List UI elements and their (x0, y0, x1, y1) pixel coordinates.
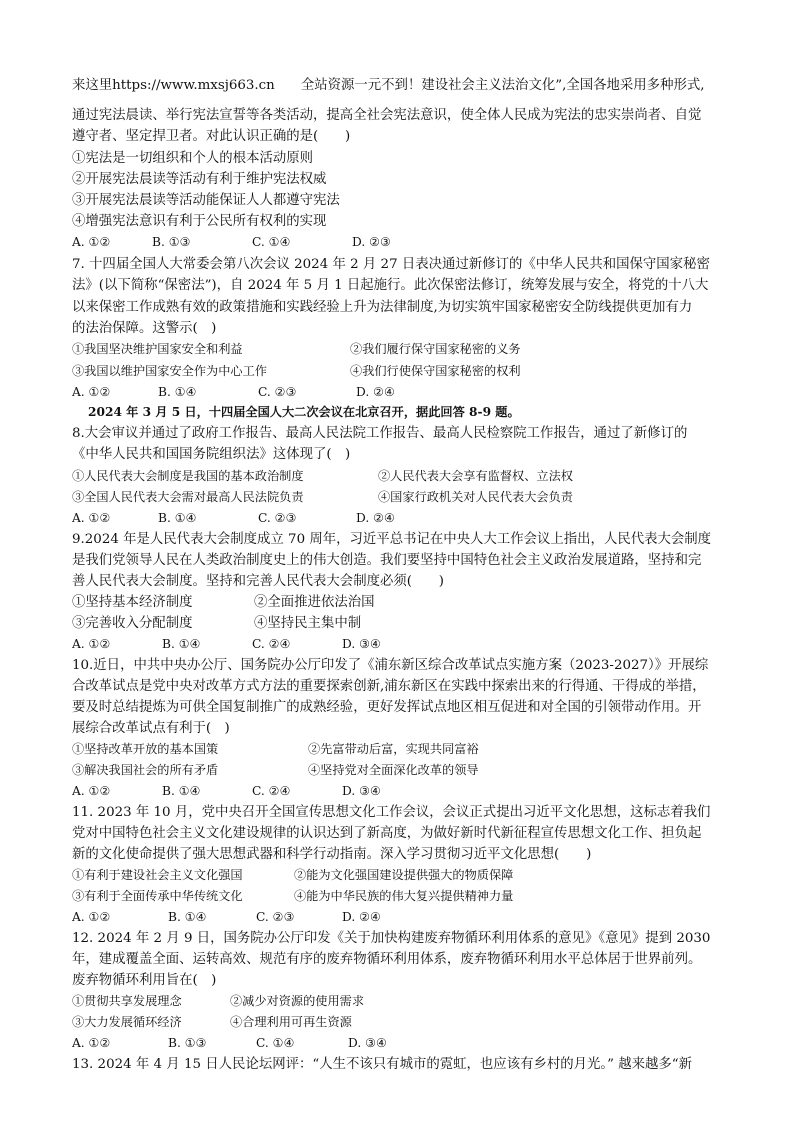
q7-stem-line: 的法治保障。这警示( ) (72, 321, 217, 336)
q8-option: ③全国人民代表大会需对最高人民法院负责 (72, 490, 304, 504)
q7-choice-b: B. ①④ (158, 385, 197, 399)
q9-options-row (72, 613, 732, 634)
q6-option: ②开展宪法晨读等活动有利于维护宪法权威 (72, 172, 327, 187)
section-intro: 2024 年 3 月 5 日，十四届全国人大二次会议在北京召开，据此回答 8-9 题。 (88, 405, 520, 419)
q9-choices (72, 634, 732, 655)
q10-stem-line: 要及时总结提炼为可供全国复制推广的成熟经验，更好发挥试点地区相互促进和对全国的引领带动作用。开 (72, 700, 702, 715)
q7-option: ④我们行使保守国家秘密的权利 (350, 364, 521, 378)
q10-stem-line: 合改革试点是党中央对改革方式方法的重要探索创新,浦东新区在实践中探索出来的行得通、干得成的举措， (72, 679, 706, 694)
q8-stem-line: 8.大会审议并通过了政府工作报告、最高人民法院工作报告、最高人民检察院工作报告，通过了新修订的 (72, 426, 688, 441)
q8-choice-d: D. ②④ (356, 511, 395, 525)
q10-stem-line: 10.近日，中共中央办公厅、国务院办公厅印发了《浦东新区综合改革试点实施方案（2023-2027）》开展综 (72, 658, 709, 673)
q10-stem-line: 展综合改革试点有利于( ) (72, 721, 230, 736)
q9-stem-line: 是我们党领导人民在人类政治制度史上的伟大创造。我们要坚持中国特色社会主义政治发展道路，坚持和完 (72, 553, 702, 568)
q11-stem-line: 党对中国特色社会主义文化建设规律的认识达到了新高度，为做好新时代新征程宣传思想文化工作、担负起 (72, 826, 702, 841)
q6-option: ①宪法是一切组织和个人的根本活动原则 (72, 151, 314, 166)
q12-choice-d: D. ③④ (348, 1036, 387, 1050)
q9-option: ①坚持基本经济制度 (72, 595, 193, 610)
q12-stem-line: 12. 2024 年 2 月 9 日，国务院办公厅印发《关于加快构建废弃物循环利用体系的意见》《意见》提到 2030 (72, 931, 711, 946)
q6-option: ③开展宪法晨读等活动能保证人人都遵守宪法 (72, 193, 340, 208)
q11-choice-a: A. ①② (72, 910, 111, 924)
q9-stem-line: 善人民代表大会制度。坚持和完善人民代表大会制度必须( ) (72, 574, 444, 589)
header-line (72, 75, 732, 96)
q11-stem-line: 11. 2023 年 10 月，党中央召开全国宣传思想文化工作会议，会议正式提出习近平文化思想，这标志着我们 (72, 805, 711, 820)
q10-option: ③解决我国社会的所有矛盾 (72, 763, 219, 777)
header-notice: 全站资源一元不到！建设社会主义法治文化”,全国各地采用多种形式, (300, 78, 705, 93)
q9-choice-b: B. ①④ (162, 637, 201, 651)
q12-options-row (72, 1012, 732, 1033)
q12-stem-line: 废弃物循环利用旨在( ) (72, 973, 217, 988)
q6-choice-c: C. ①④ (252, 235, 291, 249)
q7-option: ①我国坚决维护国家安全和利益 (72, 342, 243, 356)
q10-choice-c: C. ②④ (252, 784, 291, 798)
q7-stem-line: 以来保密工作成熟有效的政策措施和实践经验上升为法律制度,为切实筑牢国家秘密安全防线提供更加有力 (72, 300, 693, 315)
q6-option: ④增强宪法意识有利于公民所有权利的实现 (72, 214, 327, 229)
q10-option: ④坚持党对全面深化改革的领导 (308, 763, 479, 777)
q7-options-row (72, 361, 732, 382)
q13-stem-line: 13. 2024 年 4 月 15 日人民论坛网评：“人生不该只有城市的霓虹，也应该有乡村的月光。” 越来越多“新 (72, 1057, 693, 1072)
q8-stem-line: 《中华人民共和国国务院组织法》这体现了( ) (72, 447, 351, 462)
q6-choices (72, 232, 732, 253)
q12-choice-c: C. ①④ (256, 1036, 295, 1050)
q11-choice-c: C. ②③ (256, 910, 295, 924)
q11-option: ④能为中华民族的伟大复兴提供精神力量 (294, 889, 514, 903)
q9-option: ②全面推进依法治国 (254, 595, 375, 610)
q11-choice-d: D. ②④ (342, 910, 381, 924)
q11-option: ②能为文化强国建设提供强大的物质保障 (294, 868, 514, 882)
q11-options-row (72, 865, 732, 886)
q8-choice-b: B. ①④ (158, 511, 197, 525)
q7-option: ③我国以维护国家安全作为中心工作 (72, 364, 267, 378)
q8-option: ②人民代表大会享有监督权、立法权 (378, 469, 573, 483)
q11-option: ①有利于建设社会主义文化强国 (72, 868, 243, 882)
q9-choice-c: C. ②④ (252, 637, 291, 651)
q8-choice-a: A. ①② (72, 511, 111, 525)
q11-choice-b: B. ①④ (168, 910, 207, 924)
q12-stem-line: 年，建成覆盖全面、运转高效、规范有序的废弃物循环利用体系，废弃物循环利用水平总体居于世界前列。 (72, 952, 702, 967)
q7-choice-a: A. ①② (72, 385, 111, 399)
site-link[interactable]: 来这里https://www.mxsj663.cn (72, 78, 275, 93)
q8-option: ①人民代表大会制度是我国的基本政治制度 (72, 469, 304, 483)
q12-option: ①贯彻共享发展理念 (72, 994, 182, 1008)
q6-choice-d: D. ②③ (352, 235, 391, 249)
q11-option: ③有利于全面传承中华传统文化 (72, 889, 243, 903)
q6-choice-a: A. ①② (72, 235, 111, 249)
q6-choice-b: B. ①③ (152, 235, 191, 249)
q12-option: ④合理利用可再生资源 (230, 1015, 352, 1029)
q8-options-row (72, 466, 732, 487)
q9-choice-d: D. ③④ (342, 637, 381, 651)
q11-stem-line: 新的文化使命提供了强大思想武器和科学行动指南。深入学习贯彻习近平文化思想( ) (72, 847, 592, 862)
q10-option: ①坚持改革开放的基本国策 (72, 742, 219, 756)
q12-option: ②减少对资源的使用需求 (230, 994, 365, 1008)
q8-option: ④国家行政机关对人民代表大会负责 (378, 490, 573, 504)
q7-choices (72, 382, 732, 403)
q7-stem-line: 7. 十四届全国人大常委会第八次会议 2024 年 2 月 27 日表决通过新修订的《中华人民共和国保守国家秘密 (72, 257, 710, 272)
q8-choice-c: C. ②③ (258, 511, 297, 525)
q7-option: ②我们履行保守国家秘密的义务 (350, 342, 521, 356)
q8-choices (72, 508, 732, 529)
q10-options-row (72, 760, 732, 781)
q10-options-row (72, 739, 732, 760)
q9-options-row (72, 592, 732, 613)
q11-choices (72, 907, 732, 928)
q7-stem-line: 法》(以下简称“保密法”)，自 2024 年 5 月 1 日起施行。此次保密法修订，统筹发展与安全，将党的十八大 (72, 278, 709, 293)
q8-options-row (72, 487, 732, 508)
q9-option: ③完善收入分配制度 (72, 616, 193, 631)
q7-choice-d: D. ②④ (356, 385, 395, 399)
q10-choice-b: B. ①④ (162, 784, 201, 798)
q7-options-row (72, 339, 732, 360)
q9-option: ④坚持民主集中制 (254, 616, 362, 631)
q12-choice-a: A. ①② (72, 1036, 111, 1050)
q10-choice-a: A. ①② (72, 784, 111, 798)
q12-option: ③大力发展循环经济 (72, 1015, 182, 1029)
q9-stem-line: 9.2024 年是人民代表大会制度成立 70 周年，习近平总书记在中央人大工作会议上指出，人民代表大会制度 (72, 532, 712, 547)
q12-choice-b: B. ①③ (168, 1036, 207, 1050)
q12-choices (72, 1033, 732, 1054)
q6-stem-line: 通过宪法晨读、举行宪法宣誓等各类活动，提高全社会宪法意识，使全体人民成为宪法的忠实崇尚者、自觉 (72, 108, 702, 123)
q9-choice-a: A. ①② (72, 637, 111, 651)
q10-option: ②先富带动后富，实现共同富裕 (308, 742, 479, 756)
q7-choice-c: C. ②③ (258, 385, 297, 399)
q12-options-row (72, 991, 732, 1012)
q10-choices (72, 781, 732, 802)
q11-options-row (72, 886, 732, 907)
q10-choice-d: D. ③④ (342, 784, 381, 798)
q6-stem-line: 遵守者、坚定捍卫者。对此认识正确的是( ) (72, 129, 351, 144)
